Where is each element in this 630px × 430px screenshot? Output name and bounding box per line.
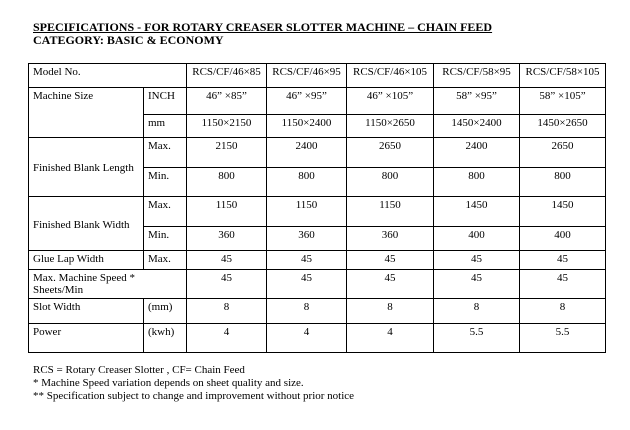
table-cell: 4 xyxy=(187,324,267,353)
table-cell: 45 xyxy=(434,270,520,299)
table-cell: 46” ×105” xyxy=(347,88,434,115)
table-cell: 1150×2400 xyxy=(267,115,347,138)
table-row-speed xyxy=(29,270,606,299)
model-cell: RCS/CF/46×85 xyxy=(187,64,267,88)
footnote-speed: * Machine Speed variation depends on sheet quality and size. xyxy=(33,377,304,389)
specification-table xyxy=(28,63,606,353)
row-label-machine-size: Machine Size xyxy=(29,88,144,138)
unit-label: (mm) xyxy=(144,299,187,324)
table-cell: 45 xyxy=(267,270,347,299)
document-title: SPECIFICATIONS - FOR ROTARY CREASER SLOTTER MACHINE – CHAIN FEED xyxy=(33,20,493,34)
model-cell: RCS/CF/58×105 xyxy=(520,64,606,88)
table-cell: 2150 xyxy=(187,138,267,168)
table-row-slot-width xyxy=(29,299,606,324)
table-row-blank-length-max xyxy=(29,138,606,168)
table-cell: 2400 xyxy=(267,138,347,168)
table-cell: 1150 xyxy=(187,197,267,227)
table-row-power xyxy=(29,324,606,353)
table-cell: 58” ×95” xyxy=(434,88,520,115)
table-row-machine-size-inch xyxy=(29,88,606,115)
table-cell: 46” ×95” xyxy=(267,88,347,115)
row-label-model: Model No. xyxy=(29,64,187,88)
unit-label: Min. xyxy=(144,227,187,251)
model-cell: RCS/CF/46×105 xyxy=(347,64,434,88)
unit-label: Max. xyxy=(144,251,187,270)
table-cell: 5.5 xyxy=(434,324,520,353)
table-cell: 45 xyxy=(347,270,434,299)
footnote-abbreviations: RCS = Rotary Creaser Slotter , CF= Chain Feed xyxy=(33,364,245,376)
table-row-blank-width-max xyxy=(29,197,606,227)
table-cell: 2400 xyxy=(434,138,520,168)
table-cell: 2650 xyxy=(520,138,606,168)
table-cell: 45 xyxy=(520,270,606,299)
unit-label: (kwh) xyxy=(144,324,187,353)
row-label-blank-length: Finished Blank Length xyxy=(29,138,144,197)
table-cell: 1450 xyxy=(520,197,606,227)
table-cell: 45 xyxy=(187,270,267,299)
table-cell: 800 xyxy=(267,168,347,197)
table-cell: 45 xyxy=(267,251,347,270)
table-cell: 800 xyxy=(347,168,434,197)
row-label-glue-lap: Glue Lap Width xyxy=(29,251,144,270)
table-cell: 1450 xyxy=(434,197,520,227)
table-cell: 360 xyxy=(267,227,347,251)
table-cell: 5.5 xyxy=(520,324,606,353)
row-label-speed: Max. Machine Speed * Sheets/Min xyxy=(29,270,187,299)
table-cell: 400 xyxy=(520,227,606,251)
table-cell: 45 xyxy=(187,251,267,270)
table-cell: 2650 xyxy=(347,138,434,168)
model-cell: RCS/CF/46×95 xyxy=(267,64,347,88)
table-cell: 45 xyxy=(434,251,520,270)
table-cell: 58” ×105” xyxy=(520,88,606,115)
table-cell: 8 xyxy=(520,299,606,324)
table-cell: 45 xyxy=(347,251,434,270)
table-cell: 4 xyxy=(267,324,347,353)
footnotes xyxy=(33,364,354,403)
unit-label: Min. xyxy=(144,168,187,197)
table-cell: 8 xyxy=(267,299,347,324)
table-cell: 8 xyxy=(347,299,434,324)
table-cell: 800 xyxy=(434,168,520,197)
row-label-slot-width: Slot Width xyxy=(29,299,144,324)
table-row-model xyxy=(29,64,606,88)
table-cell: 45 xyxy=(520,251,606,270)
table-cell: 360 xyxy=(347,227,434,251)
table-cell: 1450×2400 xyxy=(434,115,520,138)
table-cell: 46” ×85” xyxy=(187,88,267,115)
table-row-glue-lap xyxy=(29,251,606,270)
table-cell: 1150×2150 xyxy=(187,115,267,138)
table-cell: 8 xyxy=(434,299,520,324)
footnote-disclaimer: ** Specification subject to change and improvement without prior notice xyxy=(33,390,355,402)
table-cell: 1150 xyxy=(267,197,347,227)
table-cell: 1150 xyxy=(347,197,434,227)
table-cell: 800 xyxy=(520,168,606,197)
row-label-blank-width: Finished Blank Width xyxy=(29,197,144,251)
table-cell: 1450×2650 xyxy=(520,115,606,138)
table-cell: 8 xyxy=(187,299,267,324)
table-cell: 1150×2650 xyxy=(347,115,434,138)
unit-label: Max. xyxy=(144,138,187,168)
category-heading: CATEGORY: BASIC & ECONOMY xyxy=(33,33,224,47)
unit-label: Max. xyxy=(144,197,187,227)
table-cell: 400 xyxy=(434,227,520,251)
unit-label: INCH xyxy=(144,88,187,115)
row-label-power: Power xyxy=(29,324,144,353)
model-cell: RCS/CF/58×95 xyxy=(434,64,520,88)
table-cell: 360 xyxy=(187,227,267,251)
table-cell: 4 xyxy=(347,324,434,353)
table-cell: 800 xyxy=(187,168,267,197)
unit-label: mm xyxy=(144,115,187,138)
